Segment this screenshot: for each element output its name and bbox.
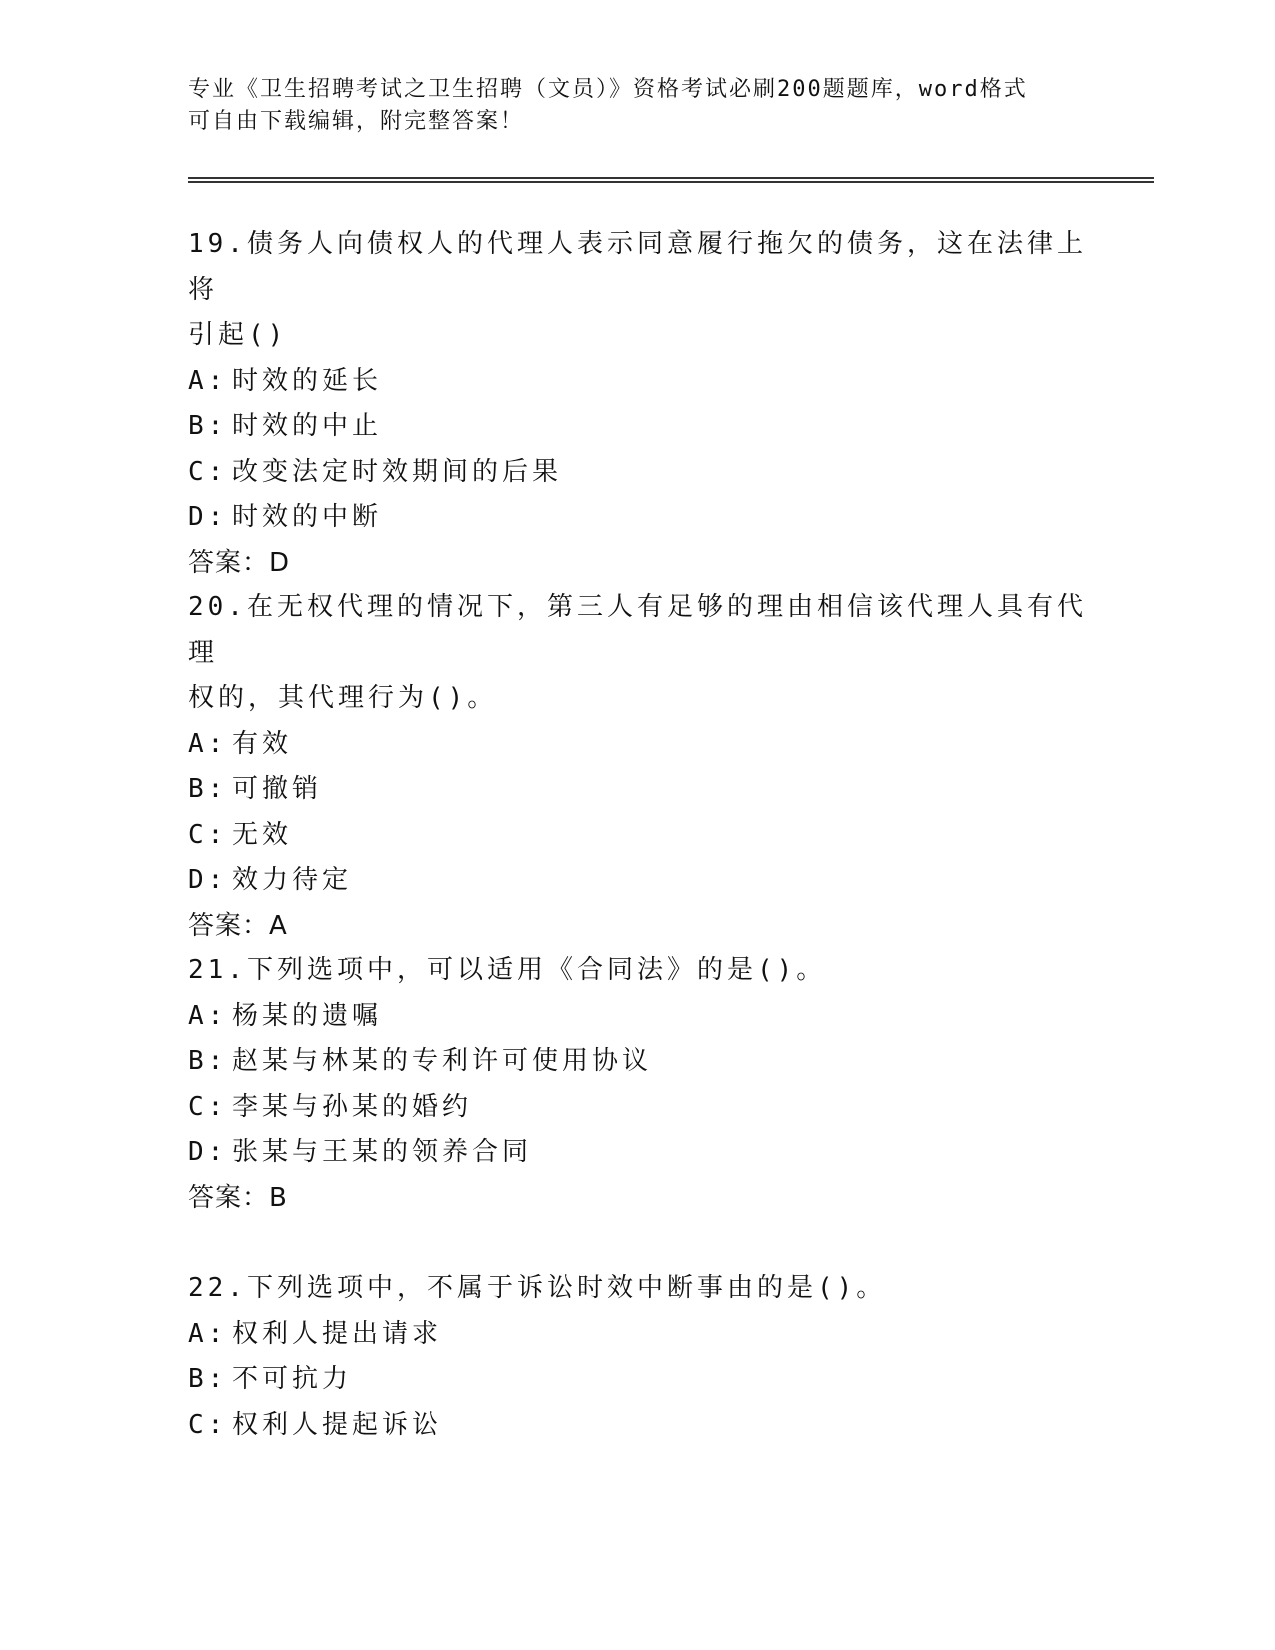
option-key: D: <box>188 502 228 532</box>
question-text-line-1: 22.下列选项中，不属于诉讼时效中断事由的是()。 <box>188 1273 887 1303</box>
question-text-line-2: 引起() <box>188 320 288 350</box>
option-a <box>188 359 1088 405</box>
option-text: 无效 <box>232 819 293 850</box>
option-key: D: <box>188 865 228 895</box>
option-b <box>188 1357 1088 1403</box>
option-key: C: <box>188 1409 228 1440</box>
header-title-line-2: 可自由下载编辑，附完整答案！ <box>188 109 525 134</box>
option-key: C: <box>188 456 228 487</box>
question-22 <box>188 1266 1088 1448</box>
option-c <box>188 813 1088 859</box>
option-key: D: <box>188 1137 228 1167</box>
option-key: A: <box>188 728 228 759</box>
option-text: 改变法定时效期间的后果 <box>232 456 563 487</box>
option-text: 时效的中止 <box>232 411 383 441</box>
option-key: A: <box>188 1000 228 1031</box>
option-a <box>188 1312 1088 1358</box>
option-d <box>188 1130 1088 1176</box>
option-text: 时效的中断 <box>232 502 383 532</box>
option-d <box>188 495 1088 541</box>
option-a <box>188 722 1088 768</box>
answer-line: 答案：D <box>188 547 291 578</box>
option-b <box>188 404 1088 450</box>
answer-line: 答案：A <box>188 910 288 941</box>
document-header <box>188 74 1088 138</box>
option-key: B: <box>188 411 228 441</box>
question-text-line-1: 21.下列选项中，可以适用《合同法》的是()。 <box>188 955 827 985</box>
option-c <box>188 450 1088 496</box>
option-text: 杨某的遗嘱 <box>232 1000 383 1031</box>
option-text: 赵某与林某的专利许可使用协议 <box>232 1046 653 1076</box>
question-text-line-2: 权的，其代理行为()。 <box>188 683 498 713</box>
option-text: 权利人提起诉讼 <box>232 1409 443 1440</box>
option-key: C: <box>188 1091 228 1122</box>
question-21 <box>188 948 1088 1221</box>
option-key: B: <box>188 774 228 804</box>
option-key: B: <box>188 1046 228 1076</box>
option-key: A: <box>188 365 228 396</box>
option-c <box>188 1085 1088 1131</box>
header-divider <box>188 177 1154 183</box>
option-text: 权利人提出请求 <box>232 1318 443 1349</box>
question-19 <box>188 222 1088 586</box>
option-d <box>188 858 1088 904</box>
option-key: B: <box>188 1364 228 1394</box>
question-text-line-1: 20.在无权代理的情况下，第三人有足够的理由相信该代理人具有代理 <box>188 592 1087 668</box>
question-text-line-1: 19.债务人向债权人的代理人表示同意履行拖欠的债务，这在法律上将 <box>188 229 1087 305</box>
option-text: 李某与孙某的婚约 <box>232 1091 473 1122</box>
option-key: C: <box>188 819 228 850</box>
header-title-line-1: 专业《卫生招聘考试之卫生招聘（文员）》资格考试必刷200题题库，word格式 <box>188 77 1028 102</box>
option-text: 张某与王某的领养合同 <box>232 1137 533 1167</box>
option-c <box>188 1403 1088 1449</box>
answer-line: 答案：B <box>188 1182 288 1213</box>
option-text: 时效的延长 <box>232 365 383 396</box>
option-b <box>188 1039 1088 1085</box>
question-20 <box>188 585 1088 949</box>
option-a <box>188 994 1088 1040</box>
option-text: 可撤销 <box>232 774 323 804</box>
option-b <box>188 767 1088 813</box>
option-text: 效力待定 <box>232 865 353 895</box>
option-text: 有效 <box>232 728 293 759</box>
option-text: 不可抗力 <box>232 1364 353 1394</box>
option-key: A: <box>188 1318 228 1349</box>
